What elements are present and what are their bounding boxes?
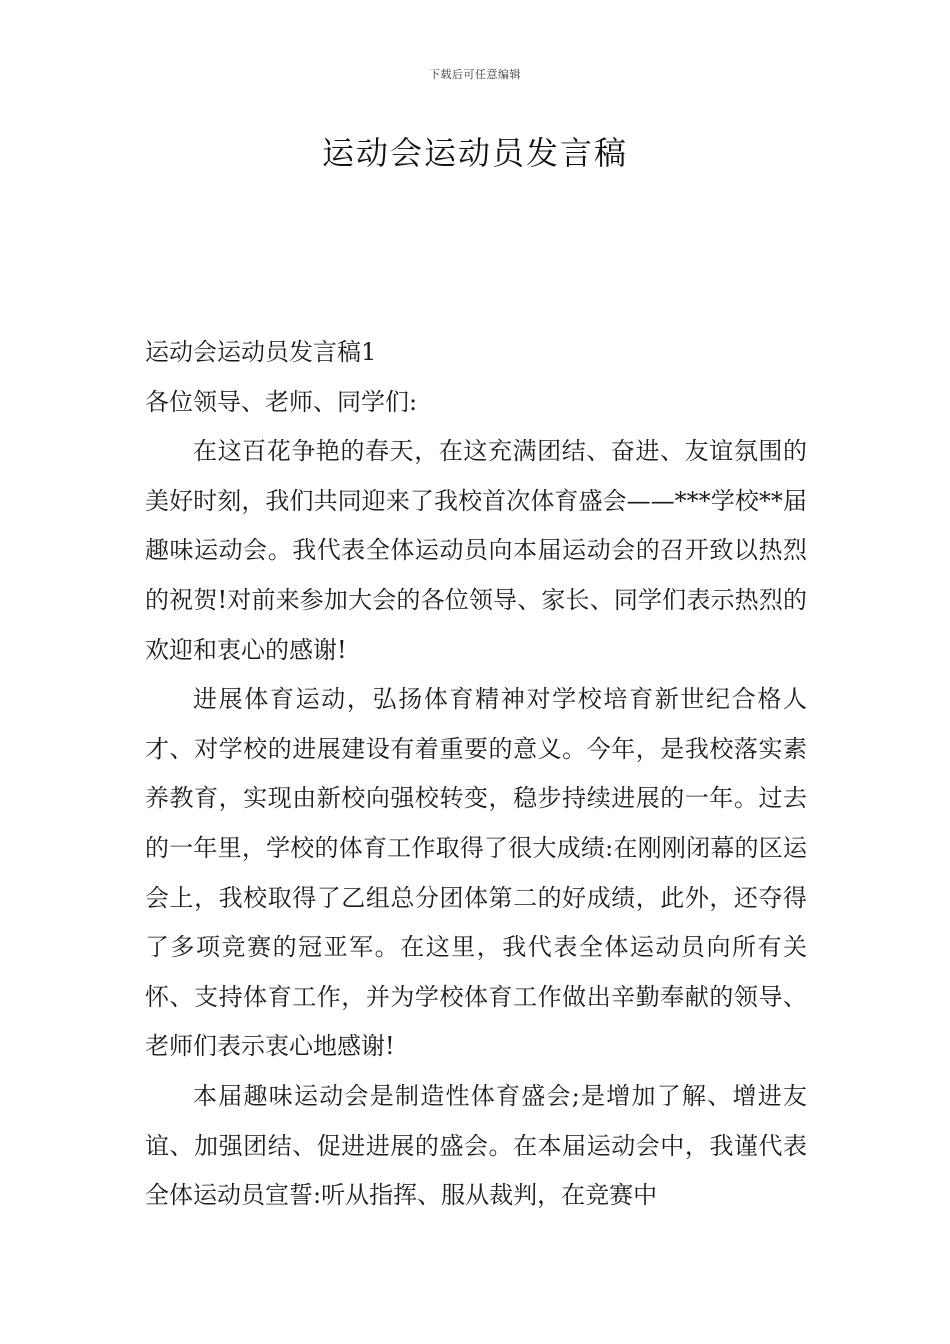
salutation: 各位领导、老师、同学们: [145, 387, 418, 416]
header-note: 下载后可任意编辑 [429, 68, 521, 81]
document-title: 运动会运动员发言稿 [321, 134, 628, 172]
paragraph: 本届趣味运动会是制造性体育盛会;是增加了解、增进友谊、加强团结、促进进展的盛会。在本届运动会中，我谨代表全体运动员宣誓:听从指挥、服从裁判，在竞赛中 [145, 1081, 807, 1210]
paragraph: 进展体育运动，弘扬体育精神对学校培育新世纪合格人才、对学校的进展建设有着重要的意义。今年，是我校落实素养教育，实现由新校向强校转变，稳步持续进展的一年。过去的一年里，学校的体育工作取得了很大成绩:在刚刚闭幕的区运会上，我校取得了乙组总分团体第二的好成绩，此外，还夺得了多项竞赛的冠亚军。在这里，我代表全体运动员向所有关怀、支持体育工作，并为学校体育工作做出辛勤奉献的领导、老师们表示衷心地感谢! [145, 685, 807, 1061]
paragraph: 在这百花争艳的春天，在这充满团结、奋进、友谊氛围的美好时刻，我们共同迎来了我校首次体育盛会——***学校**届趣味运动会。我代表全体运动员向本届运动会的召开致以热烈的祝贺!对前来参加大会的各位领导、家长、同学们表示热烈的欢迎和衷心的感谢! [145, 437, 807, 664]
section-heading: 运动会运动员发言稿1 [145, 338, 377, 366]
document-body [145, 328, 807, 1221]
